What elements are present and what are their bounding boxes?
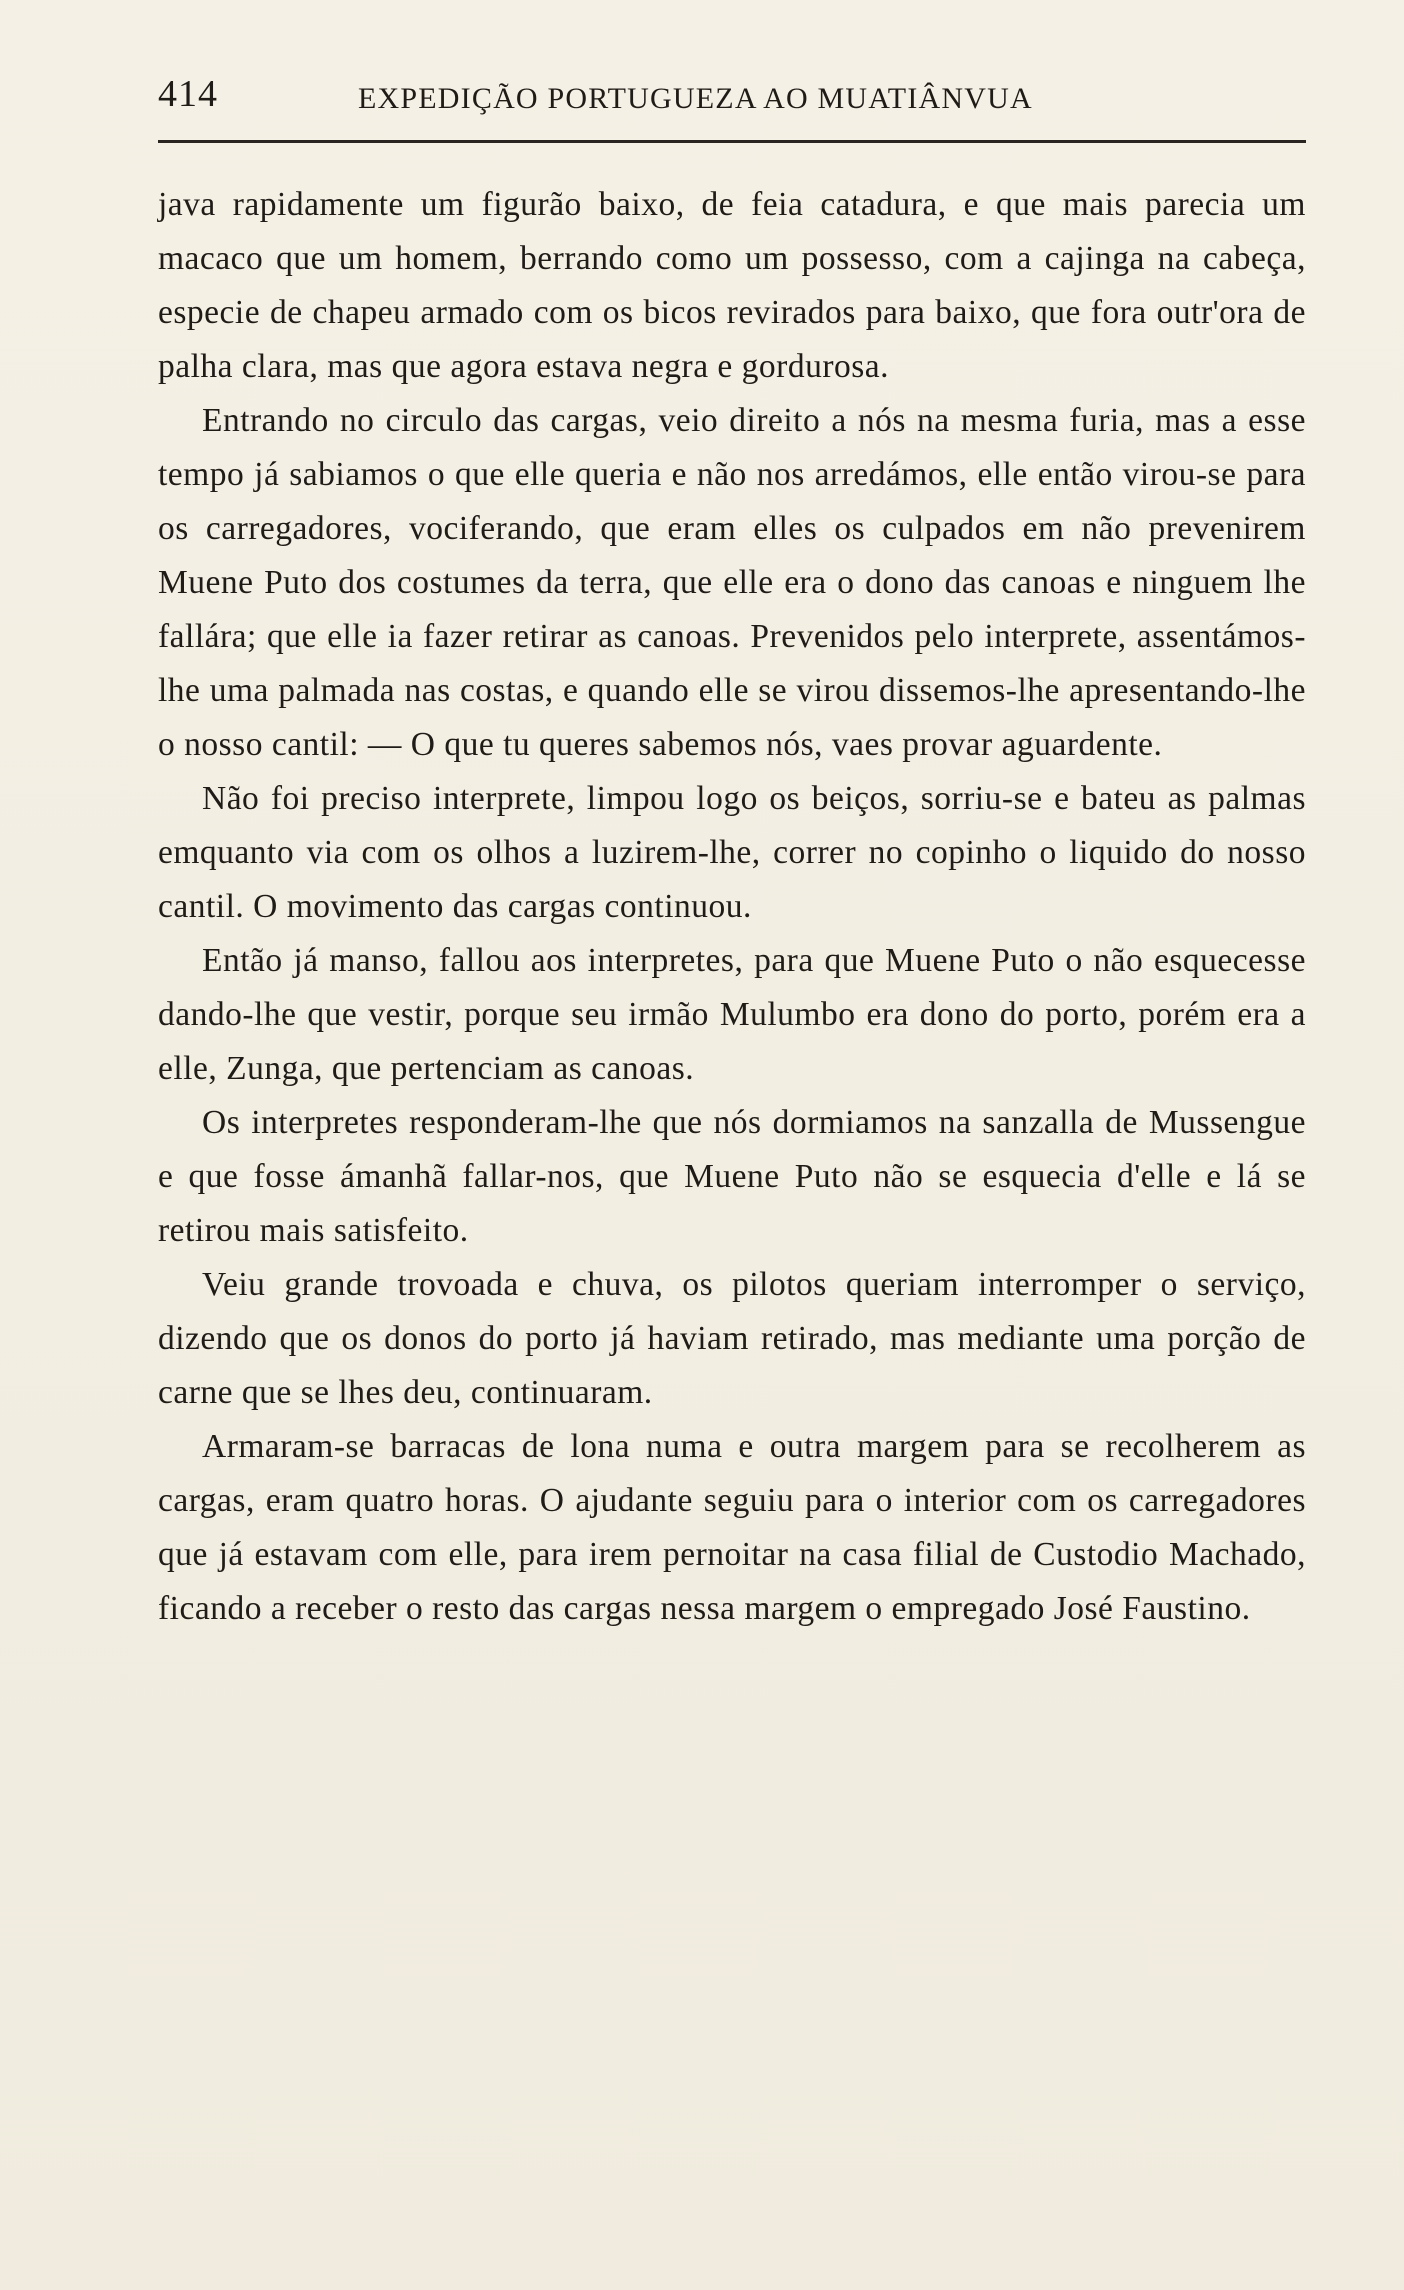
paragraph-2: Entrando no circulo das cargas, veio direito a nós na mesma furia, mas a esse tempo já sabiamos o que elle queria e não nos arredámos, elle então virou-se para os carregadores, vociferando, que eram elles os culpados em não prevenirem Muene Puto dos costumes da terra, que elle era o dono das canoas e ninguem lhe fallára; que elle ia fazer retirar as canoas. Prevenidos pelo interprete, assentámos-lhe uma palmada nas costas, e quando elle se virou dissemos-lhe apresentando-lhe o nosso cantil: — O que tu queres sabemos nós, vaes provar aguardente. xyxy=(158,402,1306,763)
paragraph-3: Não foi preciso interprete, limpou logo os beiços, sorriu-se e bateu as palmas emquanto via com os olhos a luzirem-lhe, correr no copinho o liquido do nosso cantil. O movimento das cargas continuou. xyxy=(158,780,1306,925)
running-head xyxy=(158,72,1306,132)
paragraph-6: Veiu grande trovoada e chuva, os pilotos queriam interromper o serviço, dizendo que os donos do porto já haviam retirado, mas mediante uma porção de carne que se lhes deu, continuaram. xyxy=(158,1266,1306,1411)
paragraph-5: Os interpretes responderam-lhe que nós dormiamos na sanzalla de Mussengue e que fosse ámanhã fallar-nos, que Muene Puto não se esquecia d'elle e lá se retirou mais satisfeito. xyxy=(158,1104,1306,1249)
body-text xyxy=(158,178,1306,1636)
page-number: 414 xyxy=(158,73,218,115)
paragraph-4: Então já manso, fallou aos interpretes, para que Muene Puto o não esquecesse dando-lhe que vestir, porque seu irmão Mulumbo era dono do porto, porém era a elle, Zunga, que pertenciam as canoas. xyxy=(158,942,1306,1087)
paragraph-7: Armaram-se barracas de lona numa e outra margem para se recolherem as cargas, eram quatro horas. O ajudante seguiu para o interior com os carregadores que já estavam com elle, para irem pernoitar na casa filial de Custodio Machado, ficando a receber o resto das cargas nessa margem o empregado José Faustino. xyxy=(158,1428,1306,1627)
running-title: EXPEDIÇÃO PORTUGUEZA AO MUATIÂNVUA xyxy=(358,82,1033,115)
paragraph-1: java rapidamente um figurão baixo, de feia catadura, e que mais parecia um macaco que um homem, berrando como um possesso, com a cajinga na cabeça, especie de chapeu armado com os bicos revirados para baixo, que fora outr'ora de palha clara, mas que agora estava negra e gordurosa. xyxy=(158,186,1306,385)
header-rule xyxy=(158,140,1306,143)
